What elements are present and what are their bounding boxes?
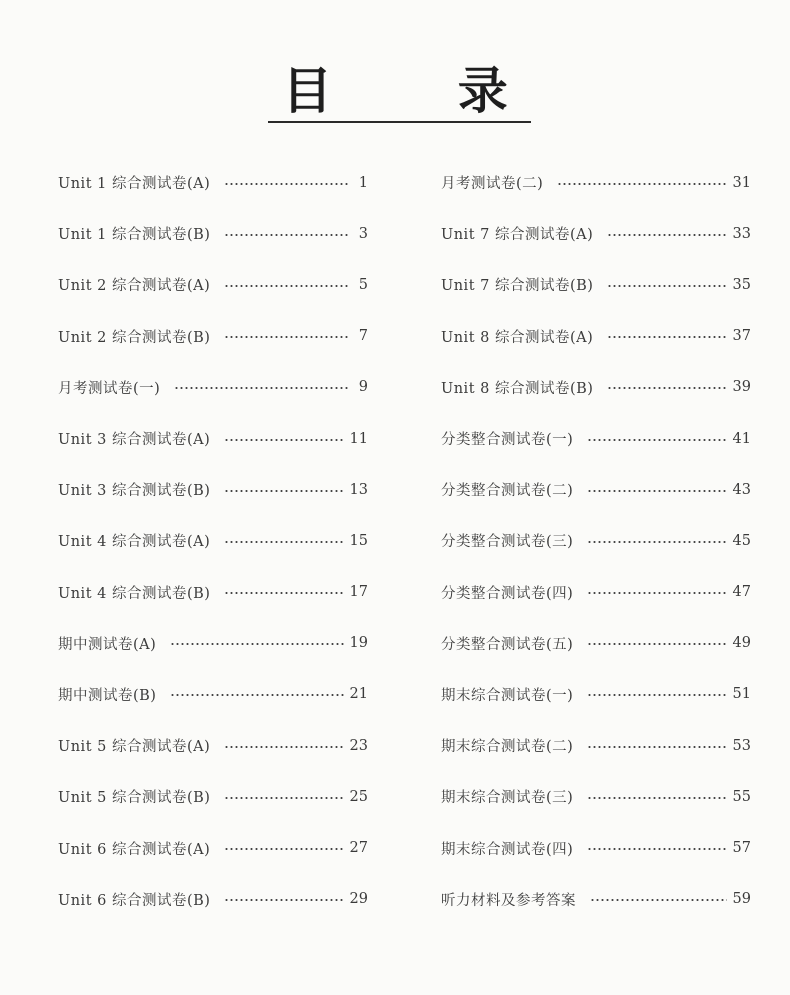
toc-entry[interactable] xyxy=(441,311,751,362)
dot-leader xyxy=(224,336,348,338)
toc-entry-title: 分类整合测试卷(二) xyxy=(441,483,574,500)
dot-leader xyxy=(587,592,726,594)
toc-entry-title: 期末综合测试卷(三) xyxy=(441,790,574,807)
toc-page-number: 37 xyxy=(732,328,751,345)
toc-entry[interactable] xyxy=(58,208,368,259)
dot-leader xyxy=(224,848,343,850)
toc-entry[interactable] xyxy=(441,464,751,515)
toc-entry-title: Unit 6 综合测试卷(A) xyxy=(58,841,211,858)
toc-page-number: 15 xyxy=(349,532,368,549)
toc-page-number: 27 xyxy=(349,840,368,857)
toc-entry[interactable] xyxy=(441,413,751,464)
toc-page-number: 11 xyxy=(349,430,368,447)
toc-entry[interactable] xyxy=(58,464,368,515)
toc-entry[interactable] xyxy=(58,157,368,208)
toc-page-number: 43 xyxy=(732,481,751,498)
toc-entry-title: Unit 6 综合测试卷(B) xyxy=(58,892,211,909)
toc-entry[interactable] xyxy=(58,413,368,464)
dot-leader xyxy=(587,694,726,696)
toc-entry[interactable] xyxy=(58,874,368,925)
toc-page-number: 33 xyxy=(732,225,751,242)
dot-leader xyxy=(174,387,348,389)
toc-entry[interactable] xyxy=(441,771,751,822)
dot-leader xyxy=(607,336,726,338)
toc-page-number: 51 xyxy=(732,686,751,703)
toc-entry-title: Unit 2 综合测试卷(B) xyxy=(58,329,211,346)
toc-entry-title: 分类整合测试卷(五) xyxy=(441,636,574,653)
toc-entry[interactable] xyxy=(441,874,751,925)
dot-leader xyxy=(587,490,726,492)
toc-entry-title: Unit 5 综合测试卷(B) xyxy=(58,790,211,807)
toc-entry[interactable] xyxy=(441,157,751,208)
toc-entry[interactable] xyxy=(441,618,751,669)
toc-entry[interactable] xyxy=(58,567,368,618)
toc-entry[interactable] xyxy=(58,311,368,362)
toc-page-number: 39 xyxy=(732,379,751,396)
toc-entry[interactable] xyxy=(441,567,751,618)
dot-leader xyxy=(224,797,343,799)
toc-page-number: 35 xyxy=(732,276,751,293)
dot-leader xyxy=(607,285,726,287)
toc-entry[interactable] xyxy=(58,822,368,873)
toc-entry[interactable] xyxy=(441,515,751,566)
toc-entry-title: Unit 3 综合测试卷(A) xyxy=(58,432,211,449)
toc-entry[interactable] xyxy=(58,720,368,771)
dot-leader xyxy=(590,899,727,901)
dot-leader xyxy=(607,387,726,389)
toc-entry-title: 月考测试卷(一) xyxy=(58,380,161,397)
toc-page-number: 41 xyxy=(732,430,751,447)
dot-leader xyxy=(587,541,726,543)
toc-entry-title: Unit 5 综合测试卷(A) xyxy=(58,739,211,756)
toc-page-number: 1 xyxy=(358,174,368,191)
toc-page-number: 19 xyxy=(349,635,368,652)
toc-entry-title: 听力材料及参考答案 xyxy=(441,892,576,909)
toc-entry-title: 分类整合测试卷(一) xyxy=(441,432,574,449)
dot-leader xyxy=(587,439,726,441)
toc-entry-title: Unit 8 综合测试卷(B) xyxy=(441,380,594,397)
dot-leader xyxy=(587,848,726,850)
toc-page-number: 17 xyxy=(349,584,368,601)
toc-page-number: 29 xyxy=(349,891,368,908)
toc-page-number: 59 xyxy=(732,891,751,908)
toc-page-number: 53 xyxy=(732,737,751,754)
toc-entry-title: Unit 4 综合测试卷(B) xyxy=(58,585,211,602)
toc-entry-title: Unit 1 综合测试卷(B) xyxy=(58,227,211,244)
toc-entry-title: 期中测试卷(B) xyxy=(58,687,157,704)
toc-entry-title: Unit 8 综合测试卷(A) xyxy=(441,329,594,346)
toc-entry[interactable] xyxy=(58,515,368,566)
toc-entry[interactable] xyxy=(58,259,368,310)
title-underline xyxy=(268,121,531,123)
toc-entry-title: Unit 7 综合测试卷(A) xyxy=(441,227,594,244)
toc-entry[interactable] xyxy=(441,822,751,873)
dot-leader xyxy=(587,643,726,645)
dot-leader xyxy=(224,541,343,543)
dot-leader xyxy=(557,183,726,185)
toc-entry-title: 期末综合测试卷(二) xyxy=(441,739,574,756)
dot-leader xyxy=(607,234,726,236)
toc-entry[interactable] xyxy=(441,720,751,771)
toc-page-number: 25 xyxy=(349,788,368,805)
toc-entry[interactable] xyxy=(58,618,368,669)
toc-entry-title: Unit 7 综合测试卷(B) xyxy=(441,278,594,295)
dot-leader xyxy=(587,746,726,748)
toc-page-number: 3 xyxy=(358,225,368,242)
dot-leader xyxy=(224,183,348,185)
dot-leader xyxy=(224,899,343,901)
toc-entry[interactable] xyxy=(441,259,751,310)
toc-entry[interactable] xyxy=(58,362,368,413)
toc-page-number: 57 xyxy=(732,840,751,857)
toc-entry-title: 月考测试卷(二) xyxy=(441,176,544,193)
dot-leader xyxy=(224,439,343,441)
toc-page-number: 13 xyxy=(349,481,368,498)
toc-entry-title: Unit 3 综合测试卷(B) xyxy=(58,483,211,500)
toc-page-number: 55 xyxy=(732,788,751,805)
toc-entry-title: Unit 4 综合测试卷(A) xyxy=(58,534,211,551)
toc-page-number: 31 xyxy=(732,174,751,191)
page-title: 目 录 xyxy=(282,62,562,120)
toc-page-number: 7 xyxy=(358,328,368,345)
toc-page-number: 23 xyxy=(349,737,368,754)
toc-entry-title: Unit 2 综合测试卷(A) xyxy=(58,278,211,295)
dot-leader xyxy=(224,490,343,492)
dot-leader xyxy=(170,643,343,645)
toc-page-number: 45 xyxy=(732,532,751,549)
toc-page-number: 9 xyxy=(358,379,368,396)
toc-entry[interactable] xyxy=(441,208,751,259)
toc-page-number: 47 xyxy=(732,584,751,601)
dot-leader xyxy=(587,797,726,799)
toc-entry-title: 分类整合测试卷(四) xyxy=(441,585,574,602)
toc-right-column xyxy=(441,157,751,925)
toc-left-column xyxy=(58,157,368,925)
toc-page-number: 5 xyxy=(358,276,368,293)
toc-entry[interactable] xyxy=(441,362,751,413)
toc-page-number: 49 xyxy=(732,635,751,652)
toc-entry-title: 期末综合测试卷(一) xyxy=(441,687,574,704)
toc-entry[interactable] xyxy=(58,669,368,720)
toc-entry[interactable] xyxy=(441,669,751,720)
toc-entry[interactable] xyxy=(58,771,368,822)
dot-leader xyxy=(224,746,343,748)
toc-entry-title: 期中测试卷(A) xyxy=(58,636,157,653)
dot-leader xyxy=(224,234,348,236)
dot-leader xyxy=(224,285,348,287)
toc-entry-title: 期末综合测试卷(四) xyxy=(441,841,574,858)
dot-leader xyxy=(170,694,343,696)
dot-leader xyxy=(224,592,343,594)
toc-entry-title: Unit 1 综合测试卷(A) xyxy=(58,176,211,193)
toc-entry-title: 分类整合测试卷(三) xyxy=(441,534,574,551)
toc-page-number: 21 xyxy=(349,686,368,703)
